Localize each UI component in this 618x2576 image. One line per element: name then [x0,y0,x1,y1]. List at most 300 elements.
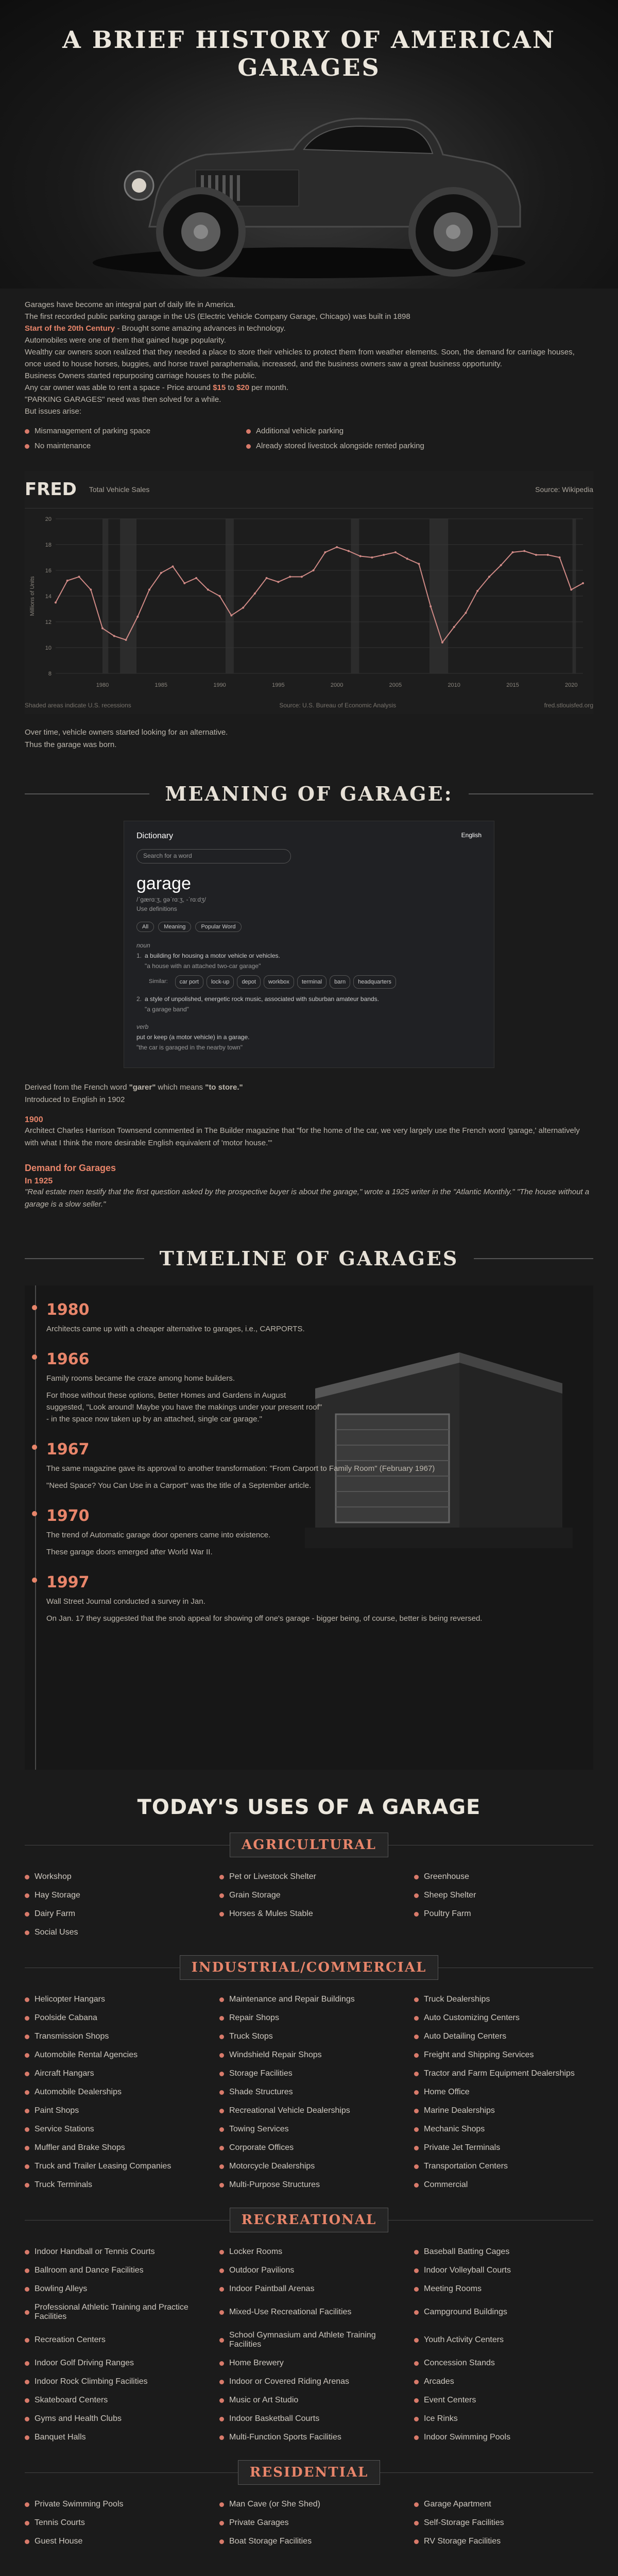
y-tick-label: 20 [45,516,52,522]
x-tick-label: 2005 [389,682,402,688]
intro-paragraph [25,323,593,334]
part-of-speech: verb [136,1023,149,1030]
use-item [25,2261,204,2280]
category-header [0,1955,618,1980]
paragraph: Introduced to English in 1902 [25,1095,125,1104]
timeline-text: Family rooms became the craze among home builders. [46,1374,235,1383]
data-point [336,546,338,548]
text: which means [156,1083,205,1092]
use-item [25,2064,204,2083]
bullet-icon [25,2310,29,2315]
data-point [418,563,420,565]
use-item-label: Private Garages [229,2518,289,2527]
use-item [219,2120,399,2139]
use-item-label: Home Brewery [229,2359,284,2367]
bullet-icon [219,2016,224,2021]
use-item [219,2354,399,2372]
use-item [219,2027,399,2046]
phonetic: /ˈɡærɑːʒ, ɡəˈrɑːʒ, -ˈrɑːdʒ/ [136,896,206,903]
data-point [113,635,115,637]
use-item [219,2261,399,2280]
use-item [25,2046,204,2064]
price-high: $20 [236,383,250,392]
use-item [219,2410,399,2428]
pronunciation-note: Use definitions [136,905,177,912]
use-item [219,2298,399,2326]
use-item [414,2514,593,2532]
use-item [25,2157,204,2176]
y-tick-label: 12 [45,619,52,625]
use-item-label: Helicopter Hangars [35,1995,105,2004]
issue-item [246,442,447,450]
use-item [219,2102,399,2120]
data-point [66,580,68,582]
use-item-label: Indoor Golf Driving Ranges [35,2359,134,2367]
bullet-icon [25,1875,29,1879]
timeline-item [35,1301,323,1335]
synonym-chip[interactable]: lock-up [207,975,234,989]
bullet-icon [219,1997,224,2002]
category-header [0,2460,618,2485]
use-item [25,2176,204,2194]
page-title: A BRIEF HISTORY OF AMERICAN GARAGES [62,26,556,81]
example: "a house with an attached two-car garage" [145,962,261,970]
tab-meaning[interactable]: Meaning [158,922,191,932]
data-point [453,626,455,628]
use-item [25,2372,204,2391]
bullet-icon [219,2250,224,2255]
data-point [394,551,397,553]
bullet-icon [414,2164,419,2169]
use-item [25,2120,204,2139]
data-point [582,582,584,584]
bullet-icon [219,2521,224,2526]
use-item-label: Garage Apartment [424,2500,491,2509]
bullet-icon [414,2310,419,2315]
fred-logo: FRED [25,479,77,500]
bullet-icon [25,2539,29,2544]
use-item-label: Tractor and Farm Equipment Dealerships [424,2069,575,2078]
use-item-label: Private Jet Terminals [424,2143,501,2152]
hero-banner [0,0,618,289]
intro-section [0,299,618,450]
data-point [219,595,221,597]
timeline-item [35,1573,581,1624]
use-item [25,1886,204,1905]
use-item [414,2326,593,2354]
y-tick-label: 18 [45,542,52,548]
use-item-label: RV Storage Facilities [424,2537,501,2546]
bullet-icon [25,2072,29,2076]
synonym-chip[interactable]: headquarters [353,975,396,989]
definition: 1. a building for housing a motor vehicle or vehicles. [136,952,280,959]
data-point [125,639,127,641]
use-item-label: Concession Stands [424,2359,495,2367]
use-item [219,2243,399,2261]
use-item-label: Poolside Cabana [35,2013,97,2022]
bullet-icon [25,1912,29,1917]
chart-title: Total Vehicle Sales [89,485,150,494]
use-item [25,2514,204,2532]
bullet-icon [219,1875,224,1879]
use-item-label: Music or Art Studio [229,2396,299,2404]
bullet-icon [219,2380,224,2384]
use-item-label: Indoor Swimming Pools [424,2433,511,2442]
use-item-label: Indoor Volleyball Courts [424,2266,511,2275]
bullet-icon [25,2183,29,2188]
highlight-text: "to store." [205,1083,243,1092]
use-item-label: Indoor Paintball Arenas [229,2284,315,2293]
use-item [414,1905,593,1923]
bullet-icon [219,2164,224,2169]
meaning-text [0,1081,618,1211]
definition: 2. a style of unpolished, energetic rock music, associated with suburban amateur bands. [136,995,379,1003]
use-item-label: Recreation Centers [35,2335,106,2344]
data-point [558,556,560,558]
bullet-icon [414,2250,419,2255]
timeline-item [35,1440,581,1492]
use-item-label: Guest House [35,2537,83,2546]
use-item-label: Outdoor Pavilions [229,2266,295,2275]
use-item [219,2391,399,2410]
bullet-icon [25,444,29,449]
timeline-item [35,1507,581,1558]
data-point [207,589,209,591]
issue-text: Additional vehicle parking [256,427,344,435]
intro-text: per month. [249,383,288,392]
bullet-icon [219,2398,224,2403]
dictionary-word: garage [136,874,191,893]
data-point [570,589,572,591]
bullet-icon [219,2127,224,2132]
use-item [25,2354,204,2372]
intro-paragraph: The first recorded public parking garage in the US (Electric Vehicle Company Garage, Chicago) was built in 1898 [25,312,410,321]
x-tick-label: 1985 [154,682,168,688]
data-point [547,554,549,556]
use-item-label: Freight and Shipping Services [424,2050,534,2059]
use-item [414,2532,593,2551]
bullet-icon [414,2016,419,2021]
data-point [136,616,139,618]
use-item [25,2495,204,2514]
use-item-label: Horses & Mules Stable [229,1909,313,1918]
use-item [25,2410,204,2428]
dictionary-title: Dictionary [136,832,174,840]
use-item-label: Professional Athletic Training and Practice Facilities [35,2303,188,2321]
use-item-label: Sheep Shelter [424,1891,476,1900]
use-item [25,2102,204,2120]
data-point [55,602,57,604]
bullet-icon [25,2502,29,2507]
use-item-label: Hay Storage [35,1891,80,1900]
use-item-label: Truck and Trailer Leasing Companies [35,2162,171,2171]
use-item [414,1868,593,1886]
bullet-icon [25,2268,29,2273]
timeline-text: "Need Space? You Can Use in a Carport" was the title of a September article. [46,1481,312,1490]
timeline-text: For those without these options, Better Homes and Gardens in August suggested, "Look around! Maybe you have the makings under your present roof" - in the space now taken up by an attached, single car garage." [46,1391,322,1423]
tab-popular[interactable]: Popular Word [195,922,241,932]
after-chart-text [0,726,618,751]
data-point [348,550,350,552]
bullet-icon [414,2035,419,2039]
intro-paragraph: Garages have become an integral part of daily life in America. [25,300,236,309]
highlight-text: "garer" [129,1083,156,1092]
bullet-icon [414,2109,419,2113]
use-item [414,2261,593,2280]
synonym-chip[interactable]: terminal [297,975,327,989]
timeline-year: 1980 [46,1301,90,1319]
issue-item [246,427,447,435]
bullet-icon [414,1912,419,1917]
intro-text: - Brought some amazing advances in technology. [115,324,286,333]
bullet-icon [25,1893,29,1898]
use-item-label: Indoor Handball or Tennis Courts [35,2247,155,2256]
bullet-icon [414,2053,419,2058]
uses-grid [0,1990,618,2194]
bullet-icon [219,2539,224,2544]
use-item-label: Youth Activity Centers [424,2335,504,2344]
section-title: TODAY'S USES OF A GARAGE [137,1795,481,1819]
uses-grid [0,2243,618,2447]
use-item [219,2064,399,2083]
use-item-label: Indoor Basketball Courts [229,2414,320,2423]
use-item-label: Commercial [424,2180,468,2189]
data-point [172,566,174,568]
use-item-label: Dairy Farm [35,1909,76,1918]
use-item-label: Windshield Repair Shops [229,2050,322,2059]
y-axis-label: Millions of Units [29,576,36,616]
use-item [25,2009,204,2027]
use-item [25,1990,204,2009]
use-item [414,2176,593,2194]
language-select[interactable]: English [461,832,482,839]
bullet-icon [219,2502,224,2507]
chart-footnote: Source: U.S. Bureau of Economic Analysis [279,702,397,709]
use-item [25,2532,204,2551]
use-item [25,1905,204,1923]
synonym-chip[interactable]: depot [237,975,261,989]
intro-paragraph: But issues arise: [25,407,82,416]
bullet-icon [414,2072,419,2076]
category-header [0,2208,618,2232]
data-point [277,581,279,583]
bullet-icon [414,1893,419,1898]
use-item-label: Transportation Centers [424,2162,508,2171]
use-item-label: Social Uses [35,1928,78,1937]
use-item [219,2083,399,2102]
bullet-icon [246,429,251,434]
use-item-label: Meeting Rooms [424,2284,482,2293]
bullet-icon [25,2053,29,2058]
category-title: RESIDENTIAL [238,2460,380,2485]
subheading: Demand for Garages [25,1163,116,1173]
intro-paragraph [25,382,593,394]
bullet-icon [219,2310,224,2315]
use-item [219,2176,399,2194]
x-tick-label: 1980 [96,682,109,688]
use-item [414,2027,593,2046]
x-tick-label: 1990 [213,682,226,688]
data-point [324,551,326,553]
bullet-icon [219,2268,224,2273]
x-tick-label: 2000 [330,682,344,688]
definitions [136,940,482,1053]
bullet-icon [219,1893,224,1898]
bullet-icon [219,2361,224,2366]
use-item-label: Auto Customizing Centers [424,2013,520,2022]
data-point [183,582,185,584]
bullet-icon [25,1997,29,2002]
synonym-chip[interactable]: car port [175,975,203,989]
data-point [535,554,537,556]
use-item [414,2157,593,2176]
timeline-text: The same magazine gave its approval to another transformation: "From Carport to Family Room" (February 1967) [46,1464,435,1473]
intro-text: Any car owner was able to rent a space - Price around [25,383,213,392]
example: "a garage band" [145,1006,189,1013]
synonym-chip[interactable]: barn [330,975,350,989]
data-point [160,572,162,574]
data-point [476,590,478,592]
text: Derived from the French word [25,1083,129,1092]
uses-section [0,1795,618,2551]
use-item-label: Multi-Purpose Structures [229,2180,320,2189]
bullet-icon [414,2380,419,2384]
similar-label: Similar: [149,978,168,985]
use-item-label: School Gymnasium and Athlete Training Facilities [229,2331,376,2349]
bullet-icon [25,2016,29,2021]
bullet-icon [219,2072,224,2076]
bullet-icon [414,2287,419,2292]
bullet-icon [219,2146,224,2150]
use-item-label: Repair Shops [229,2013,279,2022]
timeline-section [0,1247,618,1770]
use-item [414,2064,593,2083]
use-item [414,2083,593,2102]
use-item-label: Event Centers [424,2396,476,2404]
timeline-year: 1997 [46,1573,90,1591]
definition-text: a building for housing a motor vehicle or vehicles. [145,952,280,959]
category-title: RECREATIONAL [230,2208,389,2232]
bullet-icon [25,2338,29,2343]
use-item-label: Workshop [35,1872,72,1881]
category-header [0,1833,618,1857]
paragraph: Thus the garage was born. [25,740,117,749]
data-point [148,589,150,591]
data-point [430,605,432,607]
x-tick-label: 2020 [565,682,578,688]
dictionary-tabs [136,922,482,932]
bullet-icon [219,2417,224,2421]
intro-paragraph: Wealthy car owners soon realized that they needed a place to store their vehicles to protect them from weather elements. Soon, the demand for carriage houses, once used to house horses, buggies, and horse travel paraphernalia, increased, and the business owners saw a great business opportunity. [25,348,575,368]
hotrod-car-illustration [72,77,546,283]
use-item [25,2298,204,2326]
use-item [414,2298,593,2326]
highlight-text: Start of the 20th Century [25,324,115,333]
y-tick-label: 14 [45,594,52,600]
use-item-label: Greenhouse [424,1872,470,1881]
use-item-label: Man Cave (or She Shed) [229,2500,320,2509]
definition-text: a style of unpolished, energetic rock music, associated with suburban amateur bands. [145,995,379,1003]
use-item-label: Indoor or Covered Riding Arenas [229,2377,350,2386]
x-tick-label: 2010 [448,682,460,688]
use-item-label: Service Stations [35,2125,94,2133]
use-item-label: Ballroom and Dance Facilities [35,2266,144,2275]
timeline-text: On Jan. 17 they suggested that the snob appeal for showing off one's garage - bigger being, of course, better is being reversed. [46,1614,483,1623]
use-item-label: Multi-Function Sports Facilities [229,2433,341,2442]
timeline-text: The trend of Automatic garage door openers came into existence. [46,1531,271,1539]
bullet-icon [25,2417,29,2421]
timeline-text: Architects came up with a cheaper alternative to garages, i.e., CARPORTS. [46,1325,305,1333]
data-point [230,615,232,617]
use-item-label: Paint Shops [35,2106,79,2115]
use-item-label: Motorcycle Dealerships [229,2162,315,2171]
use-item [414,2139,593,2157]
data-point [78,576,80,578]
use-item [219,1868,399,1886]
bullet-icon [219,2090,224,2095]
use-item-label: Mechanic Shops [424,2125,485,2133]
bullet-icon [414,2417,419,2421]
quote: "Real estate men testify that the first question asked by the prospective buyer is about the garage," wrote a 1925 writer in the "Atlantic Monthly." "The house without a garage is a slow seller." [25,1188,590,1209]
bullet-icon [219,2435,224,2440]
use-item [414,2495,593,2514]
use-item [219,1905,399,1923]
definition: put or keep (a motor vehicle) in a garage. [136,1033,250,1041]
uses-categories [0,1833,618,2551]
use-item [414,1990,593,2009]
dictionary-header [136,832,482,841]
use-item-label: Transmission Shops [35,2032,109,2041]
dictionary-card [124,821,494,1068]
use-item [414,2243,593,2261]
use-item-label: Aircraft Hangars [35,2069,94,2078]
bullet-icon [414,1997,419,2002]
data-point [500,564,502,566]
bullet-icon [219,2053,224,2058]
chart-header [25,471,593,509]
dictionary-search-input[interactable]: Search for a word [136,849,291,863]
use-item [219,1886,399,1905]
bullet-icon [25,2127,29,2132]
use-item [414,2354,593,2372]
use-item [414,2410,593,2428]
bullet-icon [25,2435,29,2440]
tab-all[interactable]: All [136,922,154,932]
intro-paragraph: "PARKING GARAGES" need was then solved for a while. [25,395,221,404]
use-item-label: Truck Dealerships [424,1995,490,2004]
bullet-icon [219,2109,224,2113]
use-item-label: Home Office [424,2088,470,2096]
issues-list [25,427,447,450]
timeline-year: 1970 [46,1507,90,1525]
bullet-icon [25,2361,29,2366]
use-item-label: Auto Detailing Centers [424,2032,507,2041]
data-point [523,550,525,552]
uses-grid [0,2495,618,2551]
data-point [195,577,197,579]
use-item [219,2495,399,2514]
use-item [219,2326,399,2354]
data-point [90,589,92,591]
use-item [25,2280,204,2298]
use-item-label: Locker Rooms [229,2247,283,2256]
meaning-section [0,782,618,1211]
use-item [414,1886,593,1905]
chart-footer [25,697,593,714]
section-title: MEANING OF GARAGE: [0,782,618,805]
synonym-chip[interactable]: workbox [264,975,294,989]
use-item [219,2428,399,2447]
